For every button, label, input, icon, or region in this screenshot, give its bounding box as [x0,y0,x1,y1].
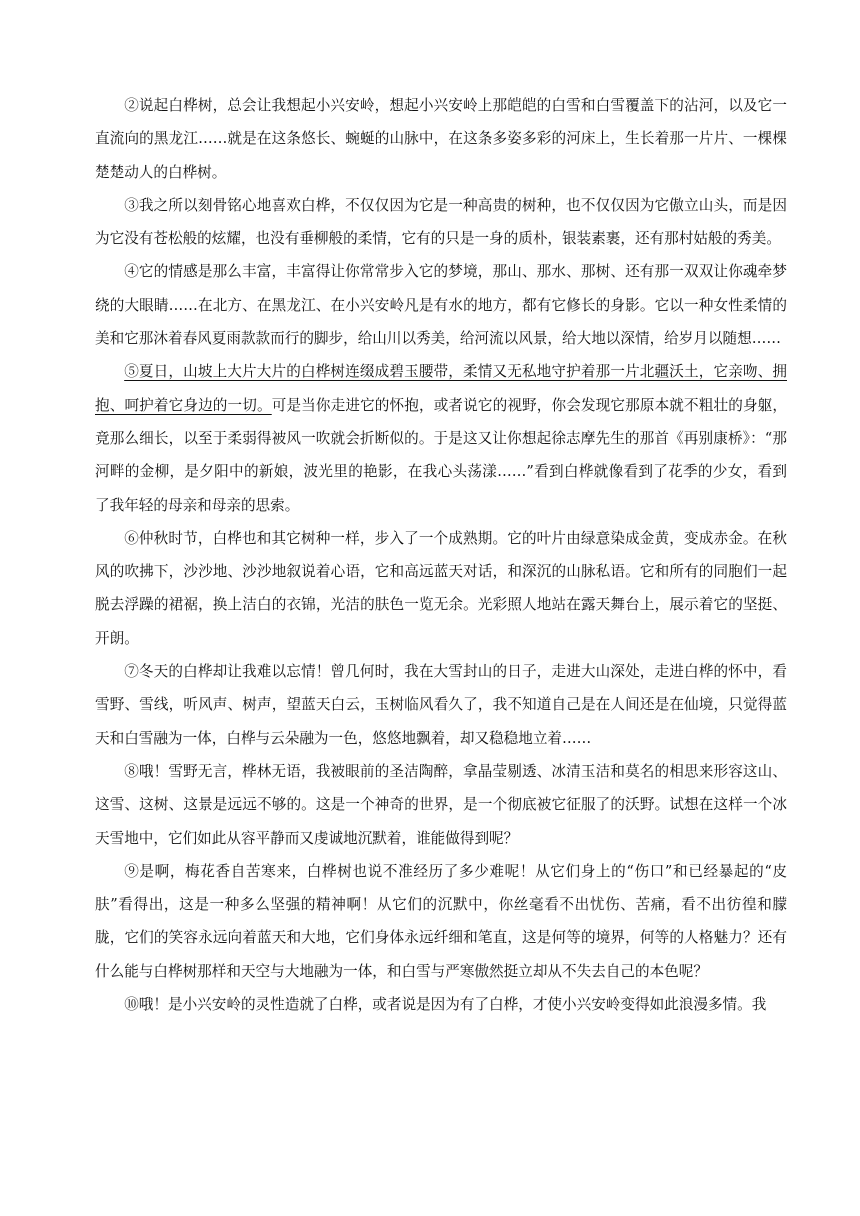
essay-text [95,97,787,1021]
paragraph-6 [95,522,787,655]
paragraph-6-text: ⑥仲秋时节，白桦也和其它树种一样，步入了一个成熟期。它的叶片由绿意染成金黄，变成赤金。在秋风的吹拂下，沙沙地、沙沙地叙说着心语，它和高远蓝天对话，和深沉的山脉私语。它和所有的同胞们一起脱去浮躁的裙裾，换上洁白的衣锦，光洁的肤色一览无余。光彩照人地站在露天舞台上，展示着它的坚挺、开朗。 [95,529,787,647]
paragraph-4 [95,255,787,355]
paragraph-10-text: ⑩哦！是小兴安岭的灵性造就了白桦，或者说是因为有了白桦，才使小兴安岭变得如此浪漫多情。我 [124,996,767,1014]
underlined-sentence: ⑤夏日，山坡上大片大片的白桦树连缀成碧玉腰带，柔情又无私地守护着那一片北疆沃土，它亲吻、拥抱、呵护着它身边的一切。 [95,363,787,414]
paragraph-10 [95,988,787,1021]
paragraph-5 [95,355,787,521]
paragraph-7 [95,655,787,755]
paragraph-9 [95,855,787,988]
paragraph-4-text: ④它的情感是那么丰富，丰富得让你常常步入它的梦境，那山、那水、那树、还有那一双双让你魂牵梦绕的大眼睛……在北方、在黑龙江、在小兴安岭凡是有水的地方，都有它修长的身影。它以一种女性柔情的美和它那沐着春风夏雨款款而行的脚步，给山川以秀美，给河流以风景，给大地以深情，给岁月以随想…… [95,263,787,348]
paragraph-8-text: ⑧哦！雪野无言，桦林无语，我被眼前的圣洁陶醉，拿晶莹剔透、冰清玉洁和莫名的相思来形容这山、这雪、这树、这景是远远不够的。这是一个神奇的世界，是一个彻底被它征服了的沃野。试想在这样一个冰天雪地中，它们如此从容平静而又虔诚地沉默着，谁能做得到呢？ [95,762,787,847]
paragraph-2-text: ②说起白桦树，总会让我想起小兴安岭，想起小兴安岭上那皑皑的白雪和白雪覆盖下的沾河，以及它一直流向的黑龙江……就是在这条悠长、蜿蜒的山脉中，在这条多姿多彩的河床上，生长着那一片片、一棵棵楚楚动人的白桦树。 [95,97,787,181]
paragraph-5-text: 可是当你走进它的怀抱，或者说它的视野，你会发现它那原本就不粗壮的身躯，竟那么细长，以至于柔弱得被风一吹就会折断似的。于是这又让你想起徐志摩先生的那首《再别康桥》：“那河畔的金柳，是夕阳中的新娘，波光里的艳影，在我心头荡漾……”看到白桦就像看到了花季的少女，看到了我年轻的母亲和母亲的思索。 [95,396,787,514]
paragraph-8 [95,755,787,855]
paragraph-3-text: ③我之所以刻骨铭心地喜欢白桦，不仅仅因为它是一种高贵的树种，也不仅仅因为它傲立山头，而是因为它没有苍松般的炫耀，也没有垂柳般的柔情，它有的只是一身的质朴，银装素裹，还有那村姑般的秀美。 [95,196,787,248]
paragraph-7-text: ⑦冬天的白桦却让我难以忘情！曾几何时，我在大雪封山的日子，走进大山深处，走进白桦的怀中，看雪野、雪线，听风声、树声，望蓝天白云，玉树临风看久了，我不知道自己是在人间还是在仙境，只觉得蓝天和白雪融为一体，白桦与云朵融为一色，悠悠地飘着，却又稳稳地立着…… [95,663,787,747]
paragraph-2 [95,89,787,189]
paragraph-3 [95,189,787,256]
paragraph-9-text: ⑨是啊，梅花香自苦寒来，白桦树也说不准经历了多少难呢！从它们身上的“伤口”和已经暴起的“皮肤”看得出，这是一种多么坚强的精神啊！从它们的沉默中，你丝毫看不出忧伤、苦痛，看不出彷徨和朦胧，它们的笑容永远向着蓝天和大地，它们身体永远纤细和笔直，这是何等的境界，何等的人格魅力？还有什么能与白桦树那样和天空与大地融为一体，和白雪与严寒傲然挺立却从不失去自己的本色呢？ [95,862,787,980]
